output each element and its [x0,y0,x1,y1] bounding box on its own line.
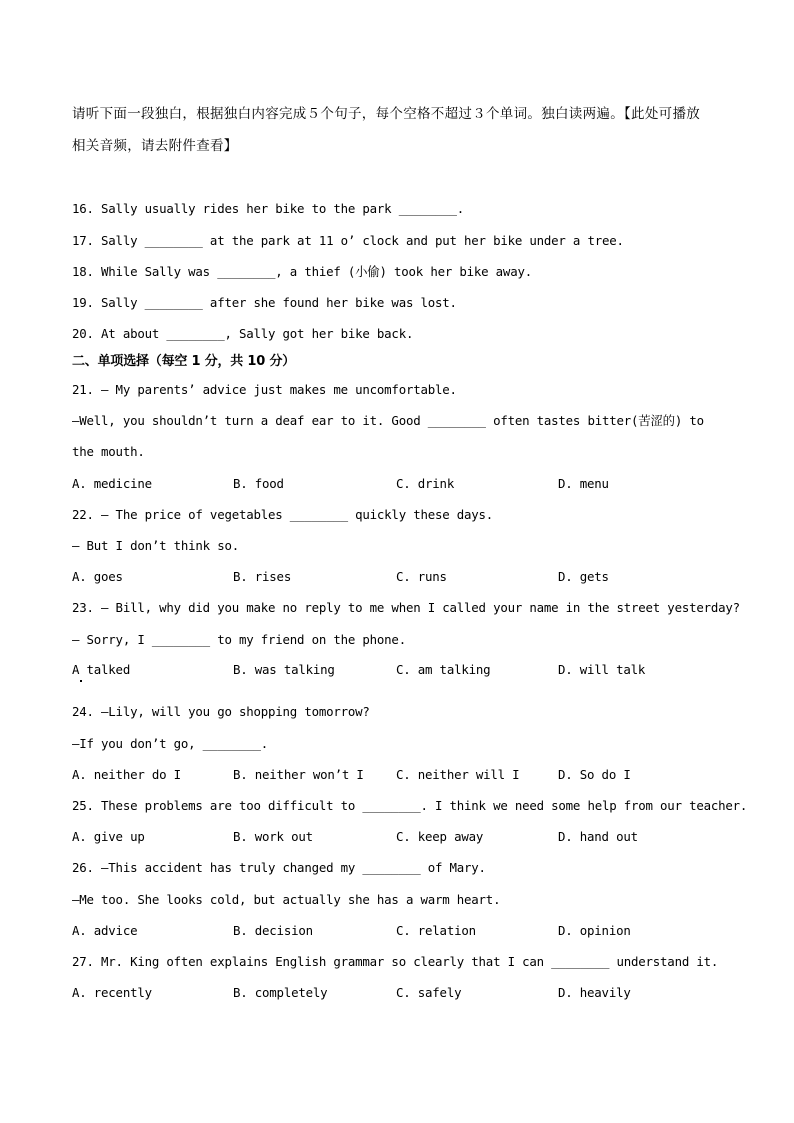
listening-item-19: 19. Sally ________ after she found her bike was lost. [72,295,457,310]
q26-option-c: C. relation [396,923,476,938]
question-26-line-2: —Me too. She looks cold, but actually she has a warm heart. [72,892,501,907]
q23-option-a: A talked [72,662,131,677]
question-23-line-1: 23. — Bill, why did you make no reply to me when I called your name in the street yesterday? [72,600,740,615]
listening-item-20: 20. At about ________, Sally got her bike back. [72,326,414,341]
question-26-line-1: 26. —This accident has truly changed my ________ of Mary. [72,860,486,875]
q25-option-d: D. hand out [558,829,638,844]
q22-option-b: B. rises [233,569,292,584]
q23-option-b: B. was talking [233,662,335,677]
q25-option-a: A. give up [72,829,145,844]
q24-option-d: D. So do I [558,767,631,782]
listening-item-16: 16. Sally usually rides her bike to the park ________. [72,201,465,216]
q26-option-d: D. opinion [558,923,631,938]
q26-option-b: B. decision [233,923,313,938]
q22-option-d: D. gets [558,569,609,584]
q26-option-a: A. advice [72,923,138,938]
q27-option-a: A. recently [72,985,152,1000]
question-22-line-1: 22. — The price of vegetables ________ quickly these days. [72,507,494,522]
question-22-line-2: — But I don’t think so. [72,538,239,553]
question-24-line-1: 24. —Lily, will you go shopping tomorrow? [72,704,370,719]
q21-option-a: A. medicine [72,476,152,491]
q25-option-b: B. work out [233,829,313,844]
question-21-line-2: —Well, you shouldn’t turn a deaf ear to it. Good ________ often tastes bitter(苦涩的) to [72,413,704,428]
q21-option-c: C. drink [396,476,455,491]
intro-line-2: 相关音频，请去附件查看】 [72,138,238,154]
listening-item-17: 17. Sally ________ at the park at 11 o’ clock and put her bike under a tree. [72,233,624,248]
question-24-line-2: —If you don’t go, ________. [72,736,269,751]
q23-option-d: D. will talk [558,662,646,677]
question-21-line-3: the mouth. [72,444,145,459]
listening-item-18: 18. While Sally was ________, a thief (小偷) took her bike away. [72,264,532,279]
question-25-line-1: 25. These problems are too difficult to ________. I think we need some help from our teacher. [72,798,748,813]
question-21-line-1: 21. — My parents’ advice just makes me uncomfortable. [72,382,457,397]
intro-line-1: 请听下面一段独白，根据独白内容完成５个句子，每个空格不超过３个单词。独白读两遍。【此处可播放 [72,106,701,122]
q22-option-a: A. goes [72,569,123,584]
q23-option-c: C. am talking [396,662,491,677]
q22-option-c: C. runs [396,569,447,584]
q27-option-d: D. heavily [558,985,631,1000]
q27-option-c: C. safely [396,985,462,1000]
q25-option-c: C. keep away [396,829,484,844]
q24-option-b: B. neither won’t I [233,767,364,782]
q24-option-a: A. neither do I [72,767,181,782]
section-title: 二、单项选择（每空 1 分，共 10 分） [72,354,296,369]
question-23-line-2: — Sorry, I ________ to my friend on the phone. [72,632,406,647]
question-27-line-1: 27. Mr. King often explains English grammar so clearly that I can ________ understand it. [72,954,719,969]
stray-dot [80,680,82,682]
q27-option-b: B. completely [233,985,328,1000]
q24-option-c: C. neither will I [396,767,520,782]
q21-option-d: D. menu [558,476,609,491]
q21-option-b: B. food [233,476,284,491]
